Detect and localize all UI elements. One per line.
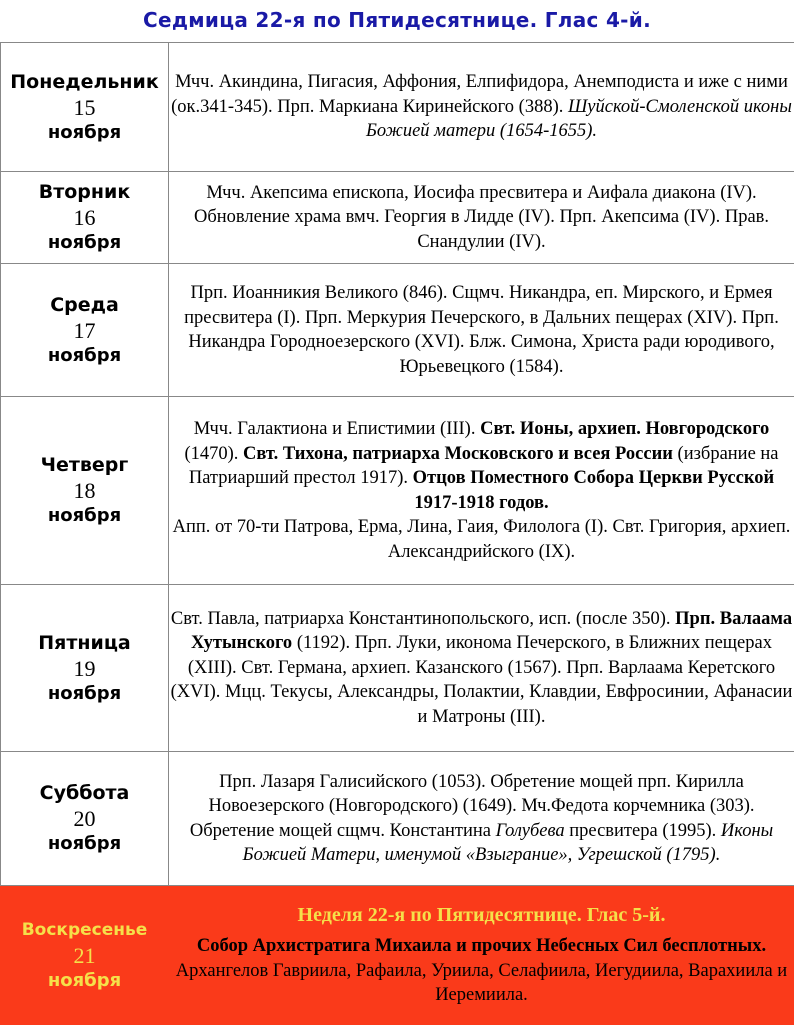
day-row-monday: [1, 43, 794, 172]
day-cell: [1, 172, 169, 264]
day-number: 18: [1, 478, 168, 503]
day-cell: [1, 43, 169, 172]
page-title: Седмица 22-я по Пятидесятнице. Глас 4-й.: [0, 0, 794, 32]
entry-text: Мчч. Галактиона и Епистимии (III).: [194, 419, 480, 439]
day-entries: [169, 397, 794, 585]
italic-text: Голубева: [496, 821, 565, 841]
day-number: 17: [1, 318, 168, 343]
day-month: ноября: [1, 343, 168, 368]
day-number: 21: [1, 943, 168, 968]
day-entries: [169, 585, 794, 752]
entry-text: Апп. от 70-ти Патрова, Ерма, Лина, Гаия, Филолога (I). Свт. Григория, архиеп. Александрийского (IX).: [173, 517, 791, 562]
day-month: ноября: [1, 230, 168, 255]
day-row-friday: [1, 585, 794, 752]
entry-text: Прп. Лазаря Галисийского (1053). Обретение мощей прп. Кирилла Новоезерского (Новгородского) (1649). Мч.Федота корчемника (303). Обретение мощей сщмч. Константина: [190, 772, 755, 841]
day-cell: [1, 264, 169, 397]
day-number: 20: [1, 806, 168, 831]
day-number: 16: [1, 205, 168, 230]
entries-text: [169, 281, 794, 379]
entries-text: [169, 181, 794, 255]
entries-text: [169, 607, 794, 730]
calendar-table: [0, 42, 794, 1025]
page-header: [0, 0, 794, 42]
day-row-tuesday: [1, 172, 794, 264]
day-name: Понедельник: [1, 70, 168, 95]
day-entries: [169, 264, 794, 397]
day-cell: [1, 397, 169, 585]
entry-text: (1192). Прп. Луки, иконома Печерского, в Ближних пещерах (XIII). Свт. Германа, архиеп. Казанского (1567). Прп. Варлаама Керетского (XVI). Мцц. Текусы, Александры, Полактии, Клавдии, Евфросинии, Афанасии и Матроны (III).: [171, 633, 793, 727]
day-month: ноября: [1, 120, 168, 145]
entry-text: пресвитера (1995).: [565, 821, 721, 841]
day-month: ноября: [1, 831, 168, 856]
day-cell: [1, 752, 169, 886]
day-number: 15: [1, 95, 168, 120]
day-name: Среда: [1, 293, 168, 318]
entry-text: Прп. Иоанникия Великого (846). Сщмч. Никандра, еп. Мирского, и Ермея пресвитера (I). Прп. Меркурия Печерского, в Дальних пещерах (XIV). Прп. Никандра Городноезерского (XVI). Блж. Симона, Христа ради юродивого, Юрьевецкого (1584).: [184, 283, 779, 377]
entries-text: [169, 417, 794, 564]
italic-text: Шуйской-Смоленской иконы Божией матери (1654-1655).: [366, 97, 792, 142]
bold-text: Прп. Валаама Хутынского: [191, 609, 792, 654]
bold-text: Собор Архистратига Михаила и прочих Небесных Сил бесплотных.: [197, 936, 766, 956]
day-month: ноября: [1, 681, 168, 706]
bold-text: Свт. Тихона, патриарха Московского и всея России: [243, 444, 673, 464]
day-name: Воскресенье: [1, 918, 168, 943]
italic-text: Иконы Божией Матери, именумой «Взыграние», Угрешской (1795).: [243, 821, 774, 866]
bold-text: Отцов Поместного Собора Церкви Русской 1917-1918 годов.: [413, 468, 774, 513]
entries-text: [169, 934, 794, 1008]
day-name: Пятница: [1, 631, 168, 656]
entries-text: [169, 770, 794, 868]
day-entries: [169, 886, 794, 1025]
day-month: ноября: [1, 968, 168, 993]
day-name: Суббота: [1, 781, 168, 806]
entry-text: Мчч. Акиндина, Пигасия, Аффония, Елпифидора, Анемподиста и иже с ними (ок.341-345). Прп. Маркиана Киринейского (388).: [171, 72, 788, 117]
day-entries: [169, 752, 794, 886]
day-row-saturday: [1, 752, 794, 886]
day-row-sunday: [1, 886, 794, 1025]
day-month: ноября: [1, 503, 168, 528]
entry-text: (избрание на Патриарший престол 1917).: [189, 444, 779, 489]
entry-text: (1470).: [184, 444, 243, 464]
sunday-title: Неделя 22-я по Пятидесятнице. Глас 5-й.: [169, 902, 794, 928]
entry-text: Архангелов Гавриила, Рафаила, Уриила, Селафиила, Иегудиила, Варахиила и Иеремиила.: [176, 961, 787, 1006]
bold-text: Свт. Ионы, архиеп. Новгородского: [480, 419, 769, 439]
day-name: Четверг: [1, 453, 168, 478]
day-row-wednesday: [1, 264, 794, 397]
day-cell: [1, 585, 169, 752]
day-number: 19: [1, 656, 168, 681]
entry-text: Мчч. Акепсима епископа, Иосифа пресвитера и Аифала диакона (IV). Обновление храма вмч. Георгия в Лидде (IV). Прп. Акепсима (IV). Прав. Снандулии (IV).: [194, 183, 769, 252]
day-entries: [169, 172, 794, 264]
day-cell: [1, 886, 169, 1025]
day-name: Вторник: [1, 180, 168, 205]
entry-text: Свт. Павла, патриарха Константинопольского, исп. (после 350).: [171, 609, 675, 629]
day-entries: [169, 43, 794, 172]
entries-text: [169, 70, 794, 144]
day-row-thursday: [1, 397, 794, 585]
